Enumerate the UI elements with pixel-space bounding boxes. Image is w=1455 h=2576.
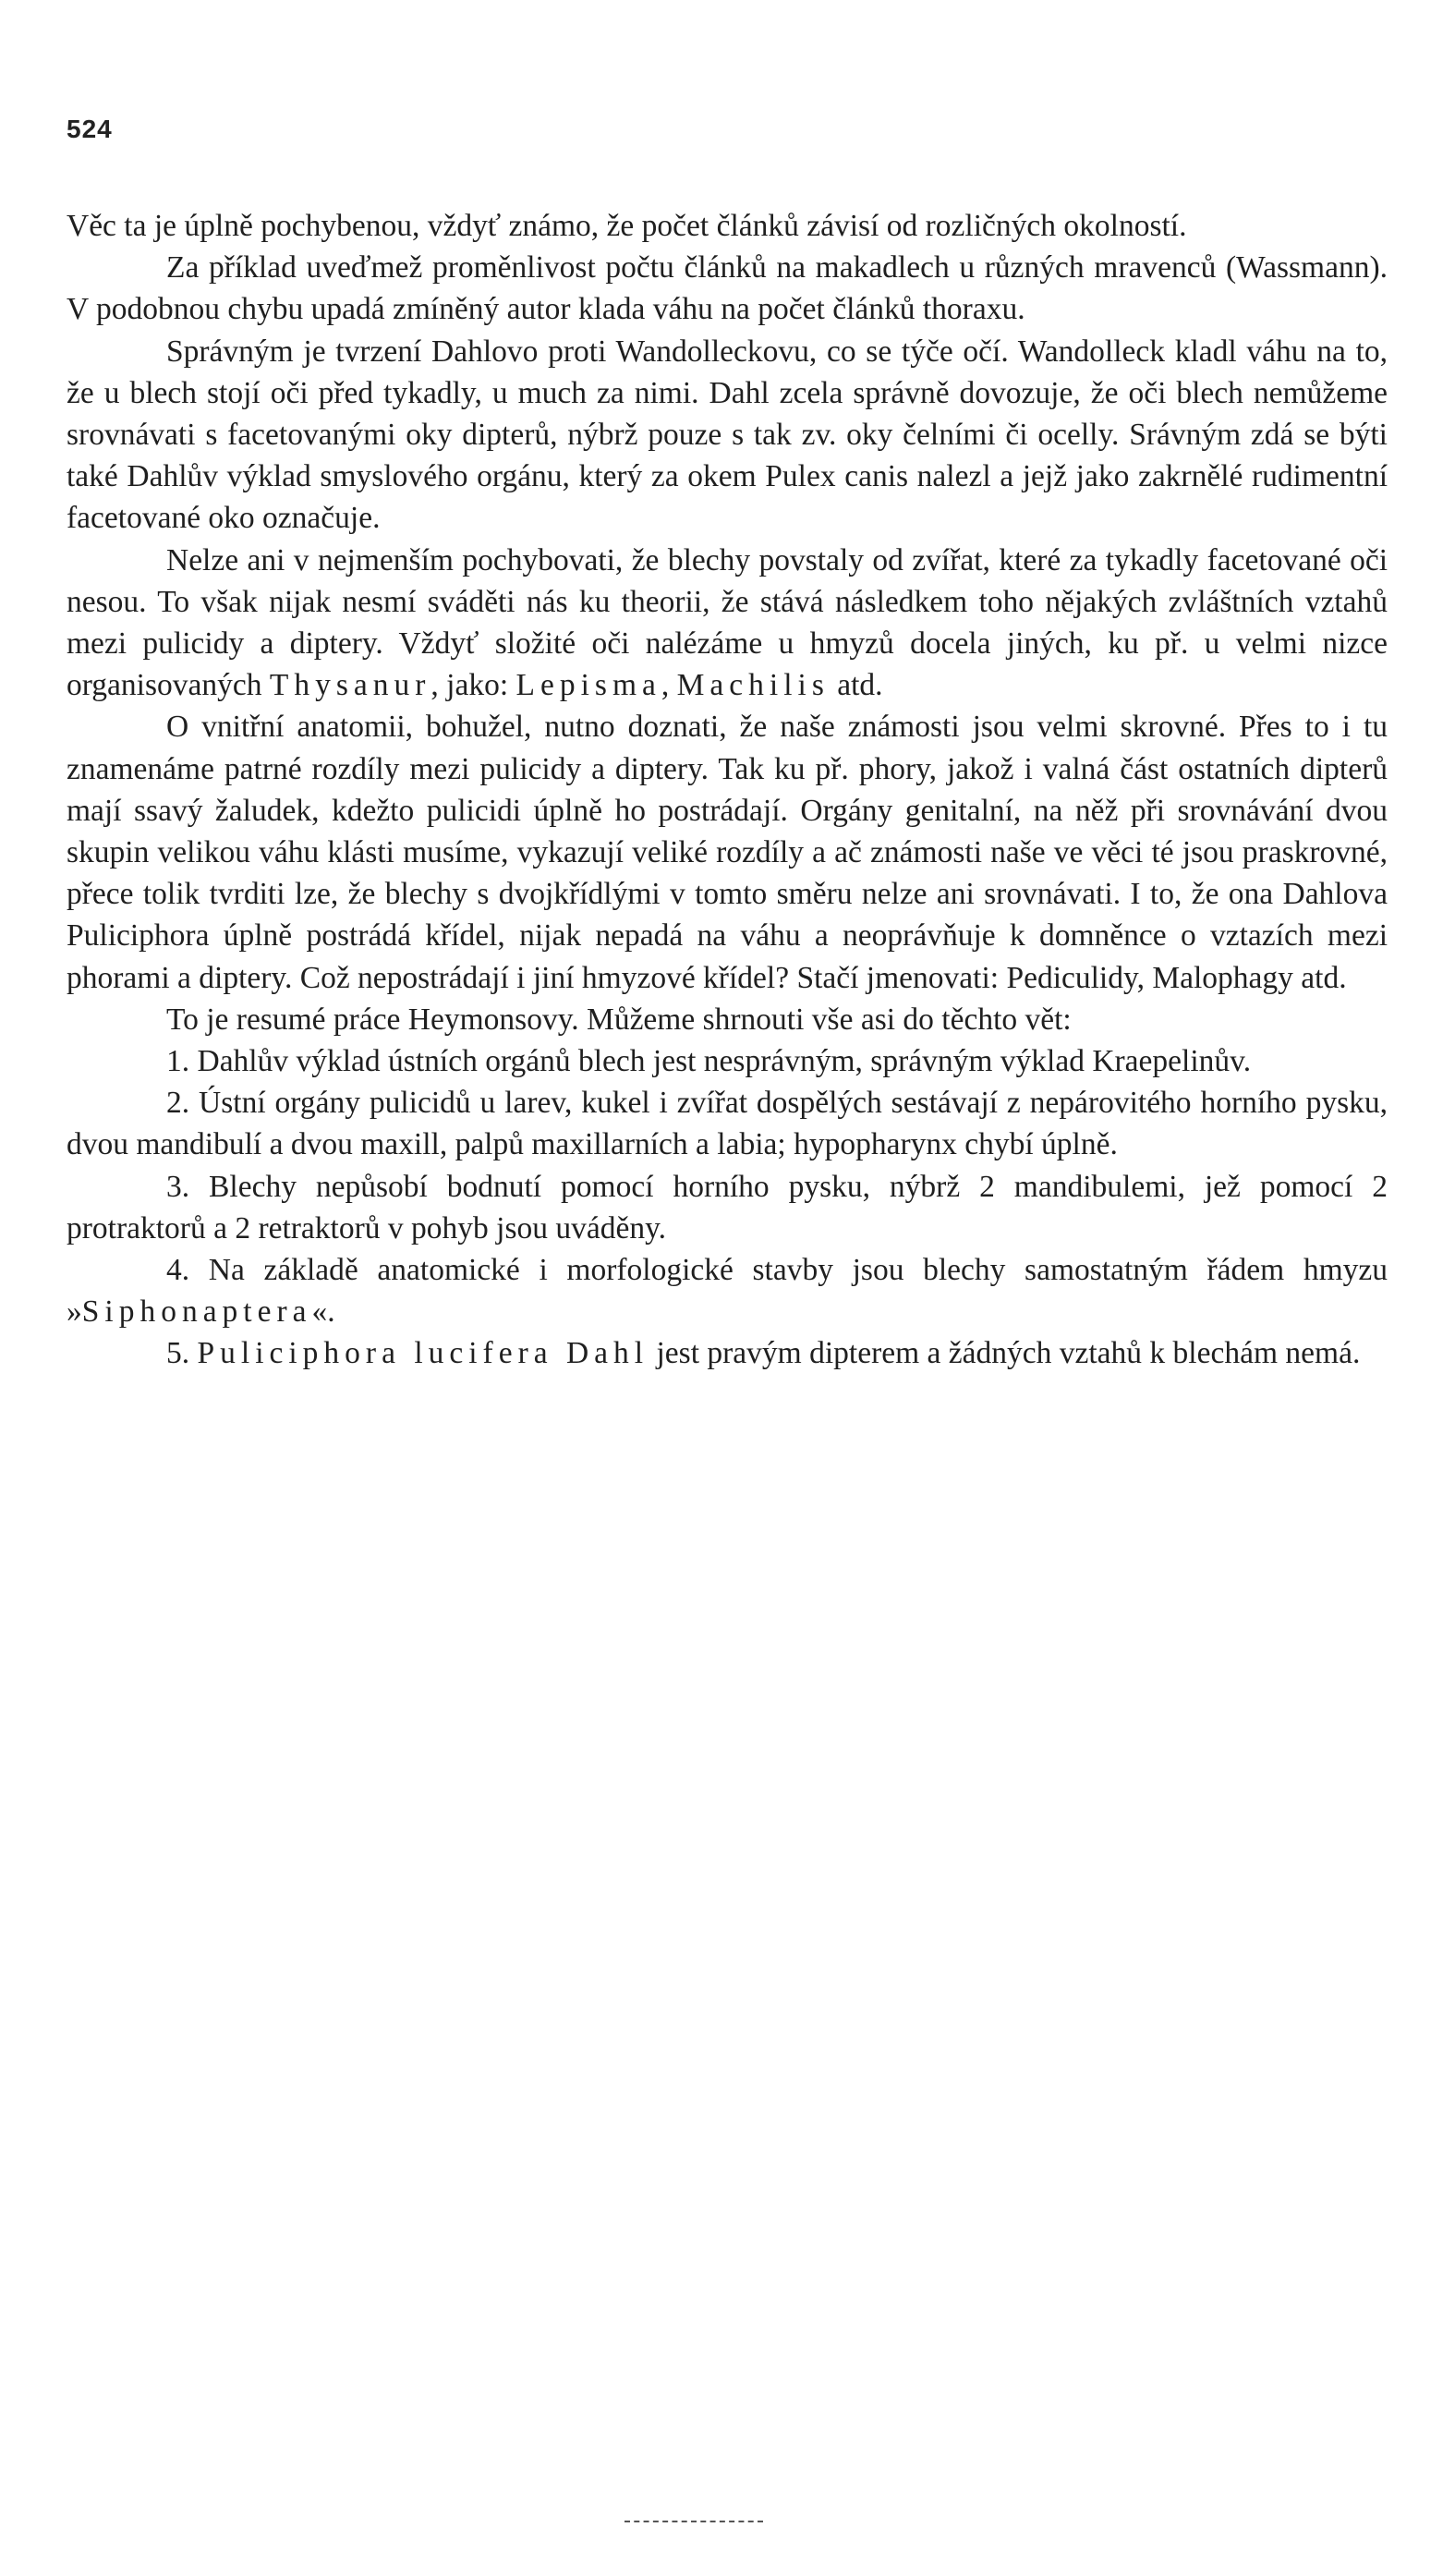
page-number: 524 <box>67 115 113 143</box>
page-body <box>67 205 1388 1375</box>
conclusion-5-number: 5. <box>166 1336 198 1371</box>
taxon-puliciphora: Puliciphora lucifera Dahl <box>197 1336 649 1371</box>
taxon-siphonaptera: Siphonaptera <box>81 1294 312 1330</box>
paragraph-4-text: Nelze ani v nejmenším pochybovati, že blechy povstaly od zvířat, které za tykadly facetované oči nesou. To však nijak nesmí sváděti nás ku theorii, že stává následkem toho nějakých zvláštních vztahů mezi pulicidy a diptery. Vždyť složité oči nalézáme u hmyzů docela jiných, ku př. u velmi nizce organisovaných <box>67 542 1388 703</box>
paragraph-4-mid-1: , jako: <box>430 668 509 703</box>
conclusion-1: 1. Dahlův výklad ústních orgánů blech jest nesprávným, správným výklad Kraepelinův. <box>166 1044 1252 1079</box>
conclusion-5 <box>67 1332 1388 1374</box>
section-end-rule <box>624 2521 763 2522</box>
paragraph-5: O vnitřní anatomii, bohužel, nutno doznati, že naše známosti jsou velmi skrovné. Přes to i tu znamenáme patrné rozdíly mezi pulicidy a diptery. Tak ku př. phory, jakož i valná část ostatních dipterů mají ssavý žaludek, kdežto pulicidi úplně ho postrádají. Orgány genitalní, na něž při srovnávání dvou skupin velikou váhu klásti musíme, vykazují veliké rozdíly a ač známosti naše ve věci té jsou praskrovné, přece tolik tvrditi lze, že blechy s dvojkřídlými v tomto směru nelze ani srovnávati. I to, že ona Dahlova Puliciphora úplně postrádá křídel, nijak nepadá na váhu a neoprávňuje k domněnce o vztazích mezi phorami a diptery. Což nepostrádají i jiní hmyzové křídel? Stačí jmenovati: Pediculidy, Malophagy atd. <box>67 710 1388 995</box>
paragraph-2: Za příklad uveďmež proměnlivost počtu článků na makadlech u různých mravenců (Wassmann). V podobnou chybu upadá zmíněný autor klada váhu na počet článků thoraxu. <box>67 250 1388 327</box>
conclusion-5-text: jest pravým dipterem a žádných vztahů k blechám nemá. <box>649 1336 1361 1371</box>
conclusion-4-text: 4. Na základě anatomické i morfologické stavby jsou blechy samostatným řádem hmyzu » <box>67 1253 1388 1330</box>
conclusion-4-end: «. <box>311 1294 335 1330</box>
paragraph-6: To je resumé práce Heymonsovy. Můžeme shrnouti vše asi do těchto vět: <box>166 1002 1072 1037</box>
conclusion-2: 2. Ústní orgány pulicidů u larev, kukel i zvířat dospělých sestávají z nepárovitého horního pysku, dvou mandibulí a dvou maxill, palpů maxillarních a labia; hypopharynx chybí úplně. <box>67 1086 1388 1162</box>
conclusion-4 <box>67 1249 1388 1332</box>
conclusion-3: 3. Blechy nepůsobí bodnutí pomocí horního pysku, nýbrž 2 mandibulemi, jež pomocí 2 protraktorů a 2 retraktorů v pohyb jsou uváděny. <box>67 1169 1388 1245</box>
paragraph-3: Správným je tvrzení Dahlovo proti Wandolleckovu, co se týče očí. Wandolleck kladl váhu na to, že u blech stojí oči před tykadly, u much za nimi. Dahl zcela správně dovozuje, že oči blech nemůžeme srovnávati s facetovanými oky dipterů, nýbrž pouze s tak zv. oky čelními či ocelly. Srávným zdá se býti také Dahlův výklad smyslového orgánu, který za okem Pulex canis nalezl a jejž jako zakrnělé rudimentní facetované oko označuje. <box>67 334 1388 536</box>
taxon-lepisma: Lepisma <box>515 668 661 703</box>
taxon-machilis: Machilis <box>676 668 830 703</box>
paragraph-4-tail: atd. <box>829 668 883 703</box>
paragraph-4-mid-2: , <box>661 668 670 703</box>
taxon-thysanura: Thysanur <box>269 668 431 703</box>
paragraph-4 <box>67 540 1388 707</box>
paragraph-1: Věc ta je úplně pochybenou, vždyť známo, že počet článků závisí od rozličných okolností. <box>67 209 1187 243</box>
